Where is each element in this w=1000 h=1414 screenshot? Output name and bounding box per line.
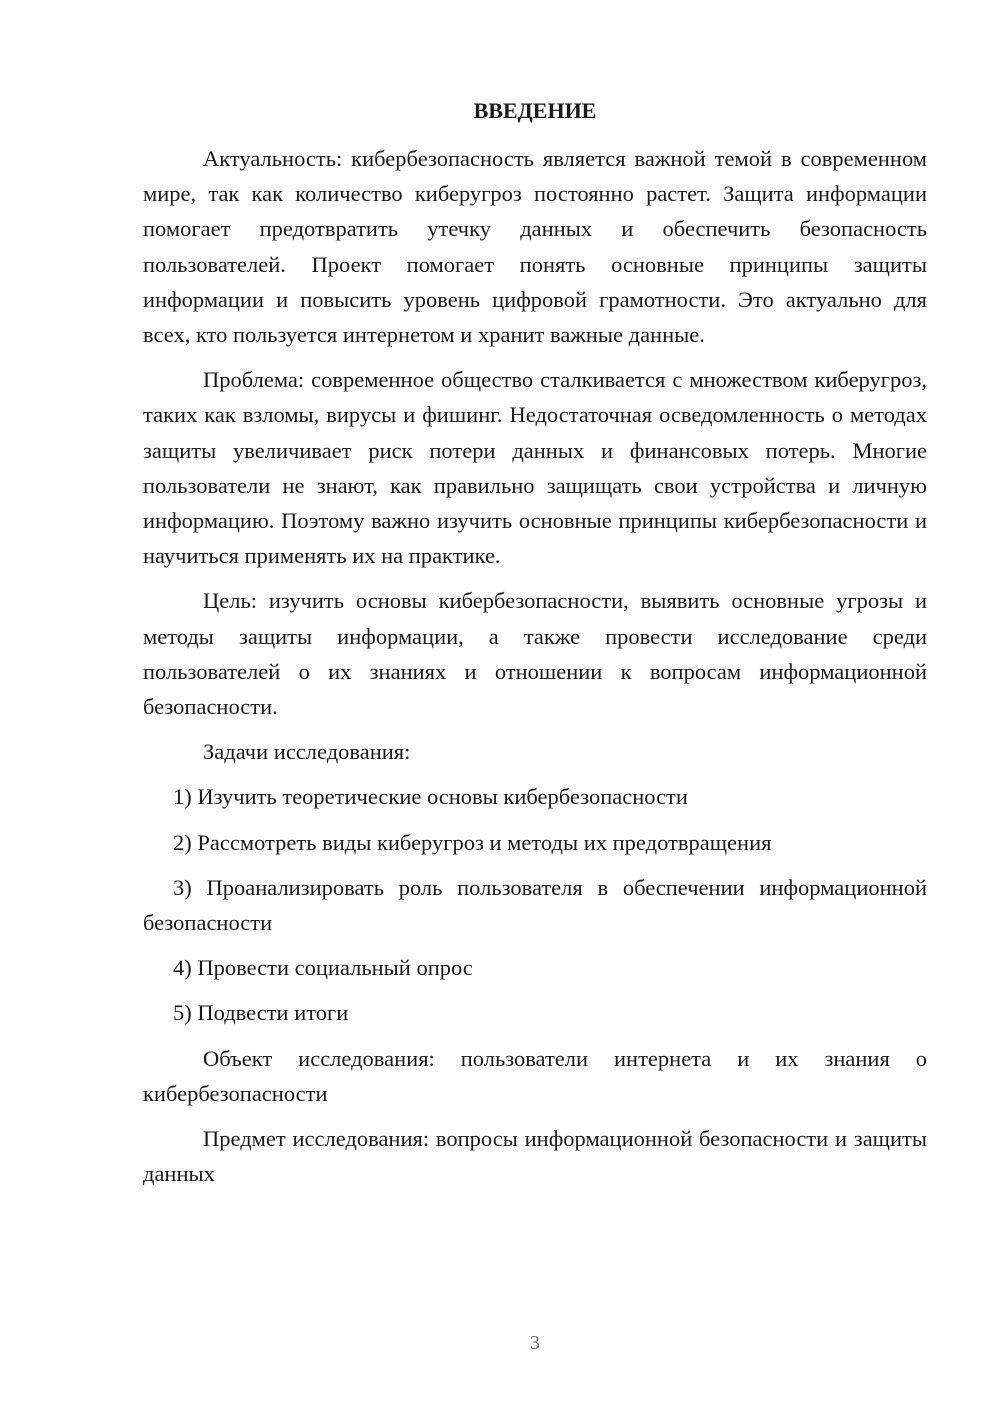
tasks-heading: Задачи исследования: — [203, 739, 411, 765]
task-item-1: 1) Изучить теоретические основы кибербезопасности — [173, 784, 688, 810]
task-item-5: 5) Подвести итоги — [173, 1000, 349, 1026]
task-item-2: 2) Рассмотреть виды киберугроз и методы их предотвращения — [173, 829, 772, 855]
paragraph-object: Объект исследования: пользователи интернета и их знания о кибербезопасности — [143, 1045, 927, 1106]
paragraph-subject: Предмет исследования: вопросы информационной безопасности и защиты данных — [143, 1126, 927, 1187]
paragraph-problem: Проблема: современное общество сталкивается с множеством киберугроз, таких как взломы, вирусы и фишинг. Недостаточная осведомленность о методах защиты увеличивает риск потери данных и финансовых потерь. Многие пользователи не знают, как правильно защищать свои устройства и личную информацию. Поэтому важно изучить основные принципы кибербезопасности и научиться применять их на практике. — [143, 367, 927, 569]
paragraph-goal: Цель: изучить основы кибербезопасности, выявить основные угрозы и методы защиты информации, а также провести исследование среди пользователей о их знаниях и отношении к вопросам информационной безопасности. — [143, 588, 927, 720]
task-item-4: 4) Провести социальный опрос — [173, 955, 473, 981]
task-item-3: 3) Проанализировать роль пользователя в обеспечении информационной безопасности — [143, 874, 927, 936]
paragraph-relevance: Актуальность: кибербезопасность является важной темой в современном мире, так как количество киберугроз постоянно растет. Защита информации помогает предотвратить утечку данных и обеспечить безопасность пользователей. Проект помогает понять основные принципы защиты информации и повысить уровень цифровой грамотности. Это актуально для всех, кто пользуется интернетом и хранит важные данные. — [143, 146, 927, 348]
page-title: ВВЕДЕНИЕ — [473, 98, 597, 123]
body-text — [143, 141, 927, 1191]
page-number: 3 — [530, 1332, 540, 1354]
